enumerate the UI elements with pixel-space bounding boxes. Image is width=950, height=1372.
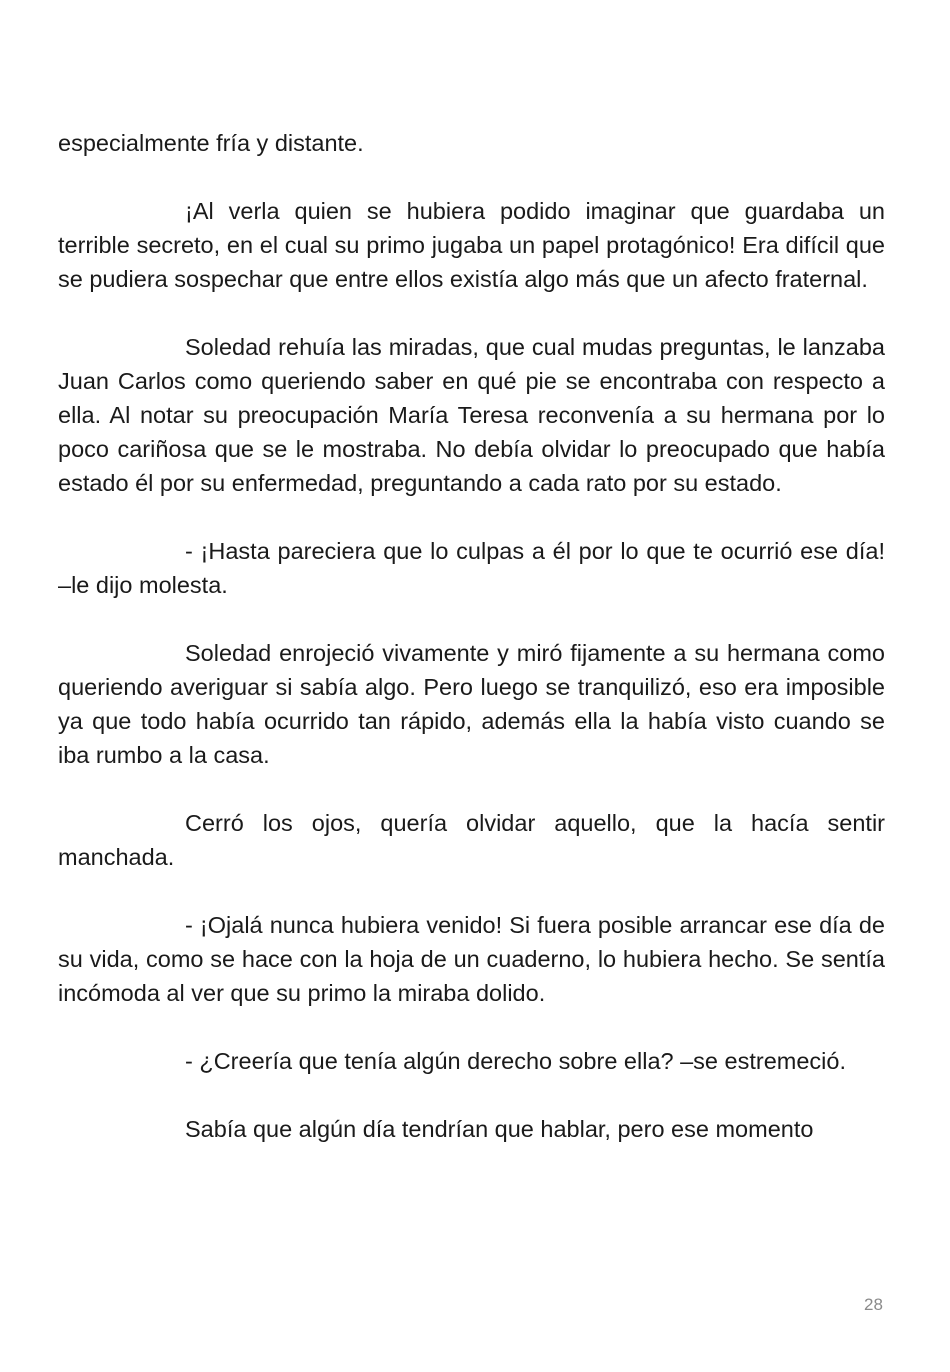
paragraph-5: Soledad enrojeció vivamente y miró fijamente a su hermana como queriendo averiguar si sabía algo. Pero luego se tranquilizó, eso era imposible ya que todo había ocurrido tan rápido, además ella la había visto cuando se iba rumbo a la casa. — [58, 640, 885, 768]
paragraph-2: ¡Al verla quien se hubiera podido imaginar que guardaba un terrible secreto, en el cual su primo jugaba un papel protagónico! Era difícil que se pudiera sospechar que entre ellos existía algo más que un afecto fraternal. — [58, 198, 885, 292]
paragraph-3: Soledad rehuía las miradas, que cual mudas preguntas, le lanzaba Juan Carlos como queriendo saber en qué pie se encontraba con respecto a ella. Al notar su preocupación María Teresa reconvenía a su hermana por lo poco cariñosa que se le mostraba. No debía olvidar lo preocupado que había estado él por su enfermedad, preguntando a cada rato por su estado. — [58, 334, 885, 496]
paragraph-1: especialmente fría y distante. — [58, 130, 364, 156]
page-body — [58, 126, 885, 1180]
page-number: 28 — [864, 1295, 883, 1314]
paragraph-6: Cerró los ojos, quería olvidar aquello, que la hacía sentir manchada. — [58, 810, 885, 870]
paragraph-9: Sabía que algún día tendrían que hablar, pero ese momento — [185, 1116, 814, 1142]
paragraph-4: - ¡Hasta pareciera que lo culpas a él por lo que te ocurrió ese día! –le dijo molesta. — [58, 538, 885, 598]
paragraph-8: - ¿Creería que tenía algún derecho sobre ella? –se estremeció. — [185, 1048, 846, 1074]
paragraph-7: - ¡Ojalá nunca hubiera venido! Si fuera posible arrancar ese día de su vida, como se hace con la hoja de un cuaderno, lo hubiera hecho. Se sentía incómoda al ver que su primo la miraba dolido. — [58, 912, 885, 1006]
